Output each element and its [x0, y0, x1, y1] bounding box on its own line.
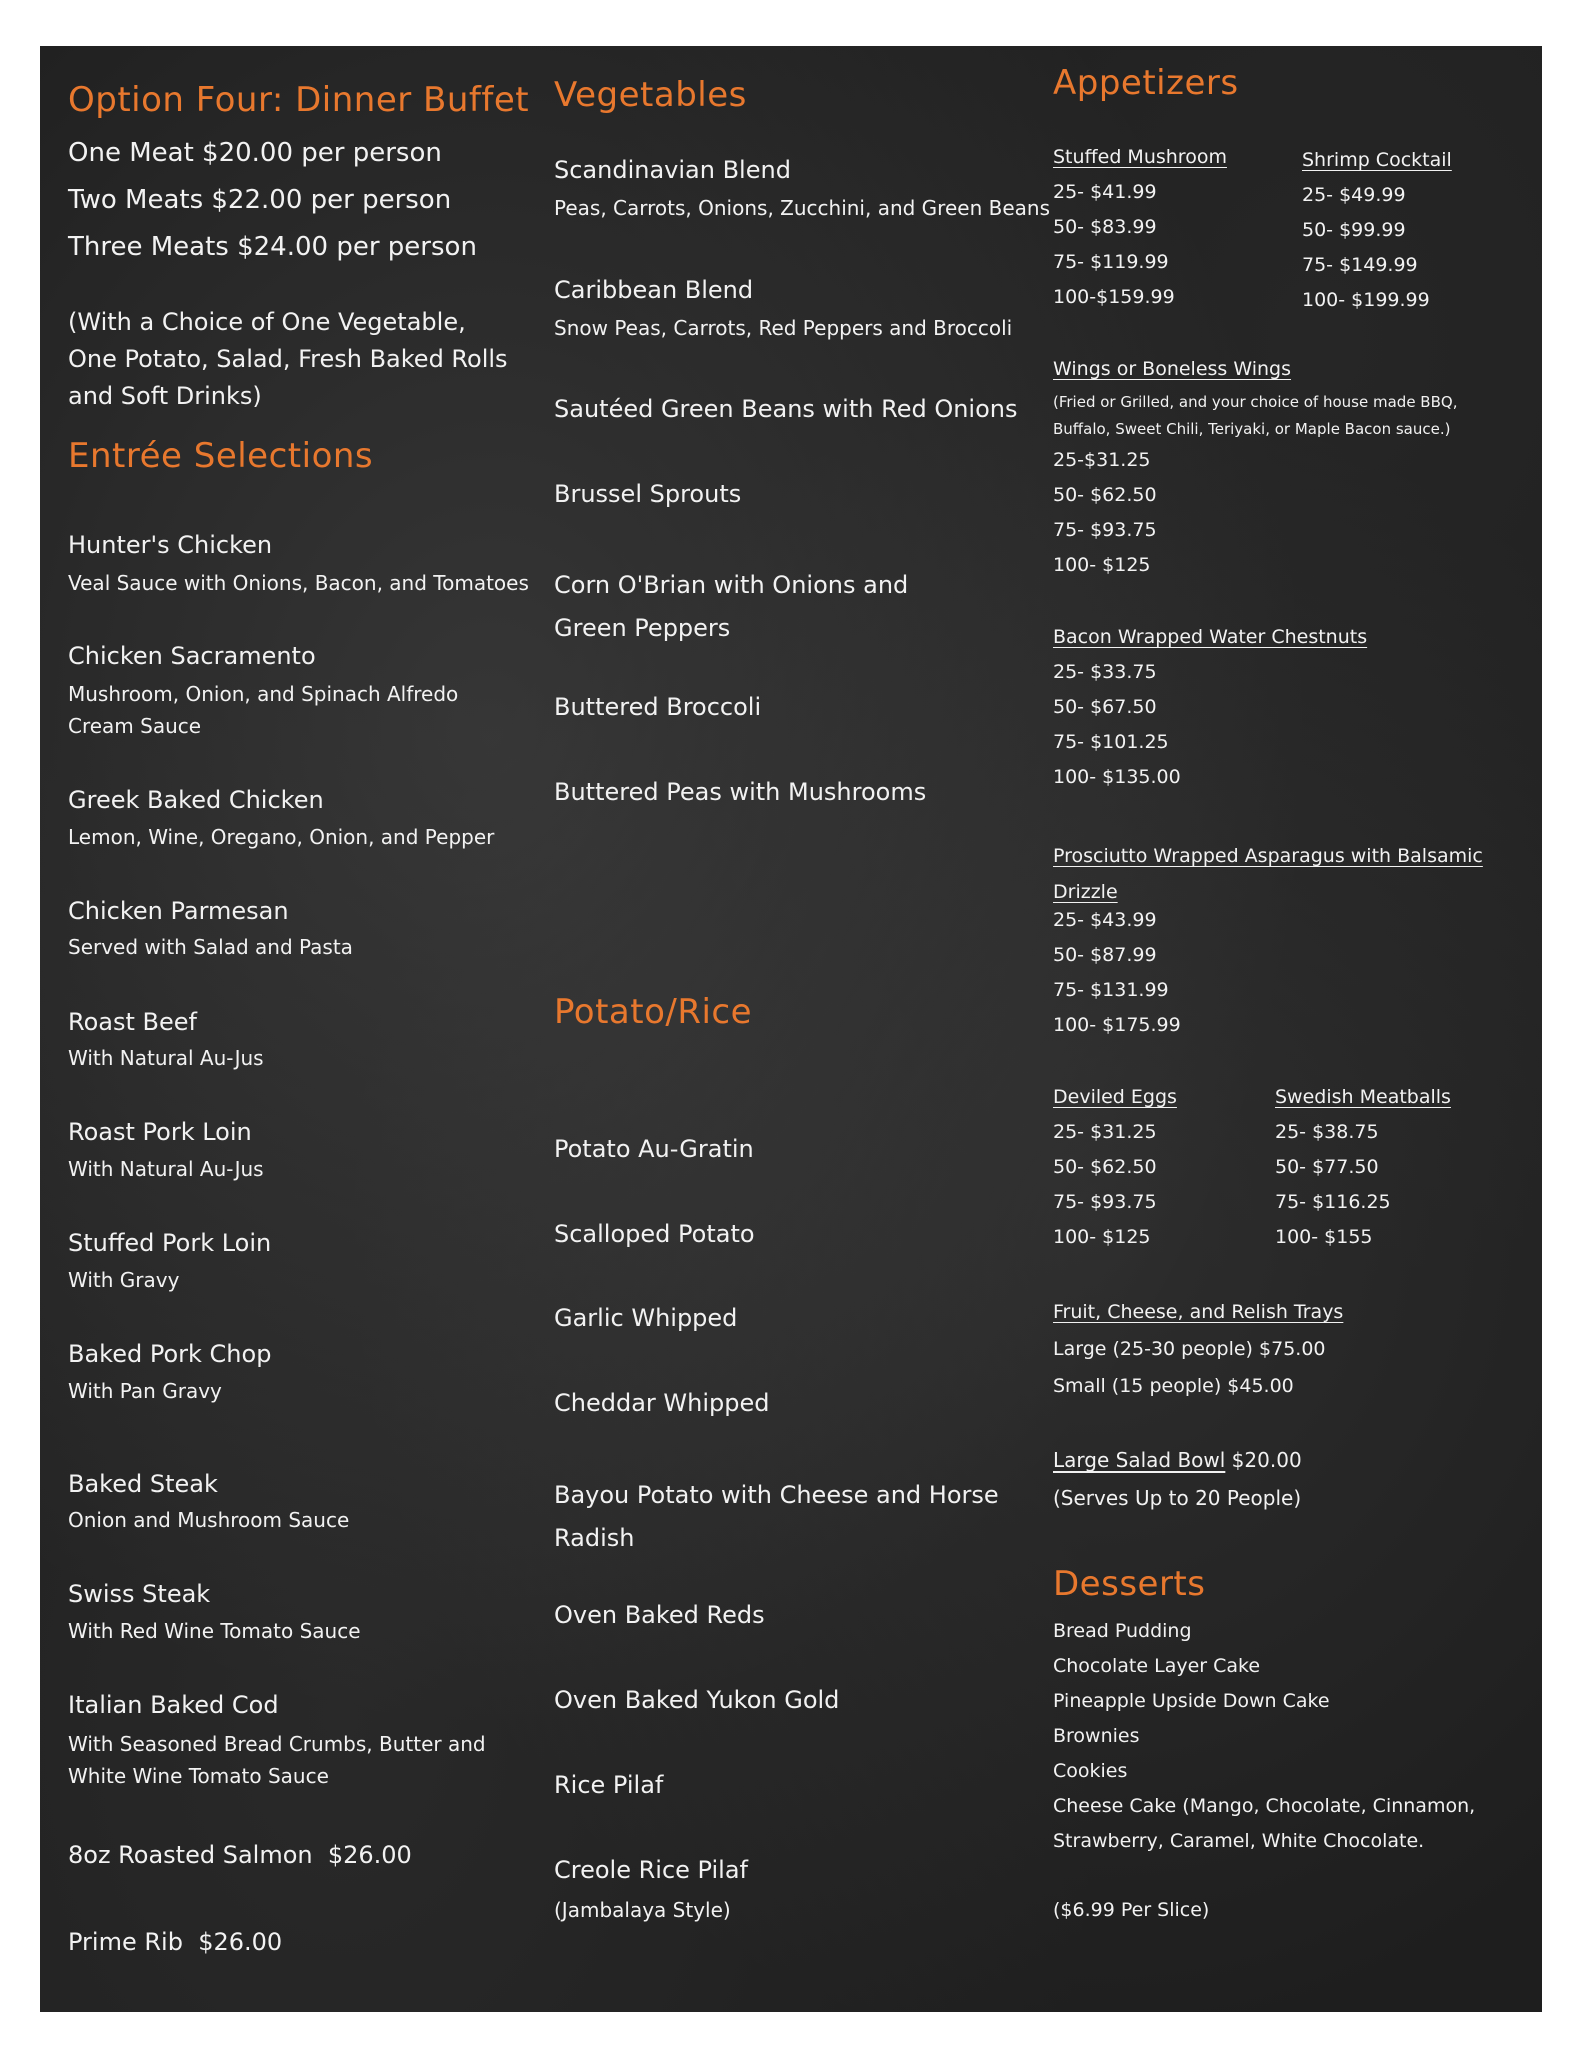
entree-desc: Lemon, Wine, Oregano, Onion, and Pepper — [68, 825, 495, 849]
potato-item: Bayou Potato with Cheese and Horse Radish — [554, 1481, 999, 1552]
veg-item: Brussel Sprouts — [554, 480, 742, 508]
price-line: 100- $199.99 — [1302, 289, 1430, 311]
veg-item: Buttered Broccoli — [554, 693, 762, 721]
entree-desc: With Pan Gravy — [68, 1379, 222, 1403]
price-line: 75- $119.99 — [1053, 251, 1169, 273]
entree-heading: Entrée Selections — [68, 436, 374, 476]
price-line: 100- $125 — [1053, 1226, 1151, 1248]
salad-bowl-line — [1053, 1448, 1302, 1472]
entree-desc: With Natural Au-Jus — [68, 1046, 264, 1070]
trays-title: Fruit, Cheese, and Relish Trays — [1053, 1301, 1344, 1323]
entree-name: Chicken Parmesan — [68, 897, 289, 925]
slice-price: ($6.99 Per Slice) — [1053, 1899, 1210, 1921]
potato-item: Potato Au-Gratin — [554, 1135, 754, 1163]
tray-large: Large (25-30 people) $75.00 — [1053, 1338, 1326, 1360]
veg-item: Scandinavian Blend — [554, 156, 791, 184]
potato-heading: Potato/Rice — [554, 992, 753, 1032]
price-three-meats: Three Meats $24.00 per person — [68, 232, 477, 262]
veg-desc: Peas, Carrots, Onions, Zucchini, and Green Beans — [554, 196, 1050, 220]
wings-title: Wings or Boneless Wings — [1053, 358, 1292, 380]
price-line: 100- $125 — [1053, 554, 1151, 576]
entree-desc: Mushroom, Onion, and Spinach Alfredo Cream Sauce — [68, 682, 459, 738]
price-line: 25- $41.99 — [1053, 181, 1157, 203]
price-line: 50- $77.50 — [1275, 1156, 1379, 1178]
price-line: 100-$159.99 — [1053, 286, 1175, 308]
salmon-price: 8oz Roasted Salmon $26.00 — [68, 1841, 412, 1869]
salad-bowl-price: $20.00 — [1225, 1448, 1302, 1472]
price-line: 100- $135.00 — [1053, 766, 1181, 788]
price-line: 25- $31.25 — [1053, 1121, 1157, 1143]
desserts-heading: Desserts — [1053, 1564, 1206, 1604]
buffet-intro: (With a Choice of One Vegetable, One Potato, Salad, Fresh Baked Rolls and Soft Drinks) — [68, 308, 508, 410]
potato-item: Cheddar Whipped — [554, 1389, 770, 1417]
deviled-eggs-title: Deviled Eggs — [1053, 1086, 1177, 1108]
price-line: 25-$31.25 — [1053, 449, 1151, 471]
price-line: 50- $87.99 — [1053, 944, 1157, 966]
entree-desc: With Gravy — [68, 1268, 180, 1292]
potato-item: Oven Baked Yukon Gold — [554, 1686, 840, 1714]
menu-board — [40, 46, 1542, 2012]
price-one-meat: One Meat $20.00 per person — [68, 138, 442, 168]
entree-desc: Veal Sauce with Onions, Bacon, and Tomatoes — [68, 571, 529, 595]
price-line: 75- $93.75 — [1053, 519, 1157, 541]
potato-note: (Jambalaya Style) — [554, 1898, 731, 1922]
price-line: 100- $175.99 — [1053, 1014, 1181, 1036]
price-line: 50- $99.99 — [1302, 219, 1406, 241]
prosciutto-title: Prosciutto Wrapped Asparagus with Balsamic Drizzle — [1053, 845, 1483, 903]
dessert-item: Chocolate Layer Cake — [1053, 1655, 1261, 1677]
dessert-item: Pineapple Upside Down Cake — [1053, 1690, 1330, 1712]
price-line: 50- $62.50 — [1053, 484, 1157, 506]
dessert-item: Brownies — [1053, 1725, 1140, 1747]
price-line: 25- $49.99 — [1302, 184, 1406, 206]
entree-name: Baked Steak — [68, 1470, 218, 1498]
entree-name: Greek Baked Chicken — [68, 786, 324, 814]
price-line: 25- $33.75 — [1053, 661, 1157, 683]
dessert-item: Bread Pudding — [1053, 1620, 1192, 1642]
wings-note: (Fried or Grilled, and your choice of house made BBQ, Buffalo, Sweet Chili, Teriyaki, or Maple Bacon sauce.) — [1053, 393, 1458, 438]
veg-item: Corn O'Brian with Onions and Green Peppers — [554, 571, 909, 642]
entree-name: Italian Baked Cod — [68, 1691, 279, 1719]
bacon-chestnuts-title: Bacon Wrapped Water Chestnuts — [1053, 626, 1368, 648]
shrimp-cocktail-title: Shrimp Cocktail — [1302, 149, 1452, 171]
entree-desc: Served with Salad and Pasta — [68, 935, 353, 959]
potato-item: Garlic Whipped — [554, 1304, 738, 1332]
price-line: 100- $155 — [1275, 1226, 1373, 1248]
appetizers-heading: Appetizers — [1053, 63, 1239, 103]
entree-name: Roast Beef — [68, 1008, 197, 1036]
veg-item: Caribbean Blend — [554, 276, 754, 304]
entree-name: Baked Pork Chop — [68, 1340, 272, 1368]
price-line: 75- $93.75 — [1053, 1191, 1157, 1213]
salad-bowl-serves: (Serves Up to 20 People) — [1053, 1486, 1302, 1510]
entree-name: Stuffed Pork Loin — [68, 1229, 272, 1257]
buffet-title: Option Four: Dinner Buffet — [68, 80, 530, 120]
price-line: 50- $83.99 — [1053, 216, 1157, 238]
veg-item: Sautéed Green Beans with Red Onions — [554, 395, 1018, 423]
price-line: 75- $149.99 — [1302, 254, 1418, 276]
entree-name: Chicken Sacramento — [68, 642, 316, 670]
price-line: 75- $131.99 — [1053, 979, 1169, 1001]
potato-item: Creole Rice Pilaf — [554, 1856, 748, 1884]
entree-desc: With Red Wine Tomato Sauce — [68, 1619, 361, 1643]
salad-bowl-title: Large Salad Bowl — [1053, 1448, 1226, 1472]
veg-desc: Snow Peas, Carrots, Red Peppers and Broccoli — [554, 316, 1013, 340]
entree-name: Swiss Steak — [68, 1580, 211, 1608]
entree-name: Hunter's Chicken — [68, 531, 273, 559]
price-line: 75- $116.25 — [1275, 1191, 1391, 1213]
price-line: 50- $67.50 — [1053, 696, 1157, 718]
entree-desc: With Seasoned Bread Crumbs, Butter and White Wine Tomato Sauce — [68, 1732, 486, 1788]
prime-rib-price: Prime Rib $26.00 — [68, 1928, 283, 1956]
price-two-meats: Two Meats $22.00 per person — [68, 185, 452, 215]
price-line: 50- $62.50 — [1053, 1156, 1157, 1178]
entree-desc: With Natural Au-Jus — [68, 1157, 264, 1181]
veg-item: Buttered Peas with Mushrooms — [554, 778, 927, 806]
dessert-item: Cheese Cake (Mango, Chocolate, Cinnamon, Strawberry, Caramel, White Chocolate. — [1053, 1795, 1476, 1852]
swedish-meatballs-title: Swedish Meatballs — [1275, 1086, 1451, 1108]
potato-item: Oven Baked Reds — [554, 1601, 765, 1629]
stuffed-mushroom-title: Stuffed Mushroom — [1053, 146, 1227, 168]
price-line: 75- $101.25 — [1053, 731, 1169, 753]
vegetables-heading: Vegetables — [554, 75, 747, 115]
price-line: 25- $43.99 — [1053, 909, 1157, 931]
potato-item: Scalloped Potato — [554, 1220, 755, 1248]
entree-name: Roast Pork Loin — [68, 1118, 252, 1146]
dessert-item: Cookies — [1053, 1760, 1128, 1782]
entree-desc: Onion and Mushroom Sauce — [68, 1508, 350, 1532]
tray-small: Small (15 people) $45.00 — [1053, 1375, 1294, 1397]
price-line: 25- $38.75 — [1275, 1121, 1379, 1143]
potato-item: Rice Pilaf — [554, 1771, 664, 1799]
